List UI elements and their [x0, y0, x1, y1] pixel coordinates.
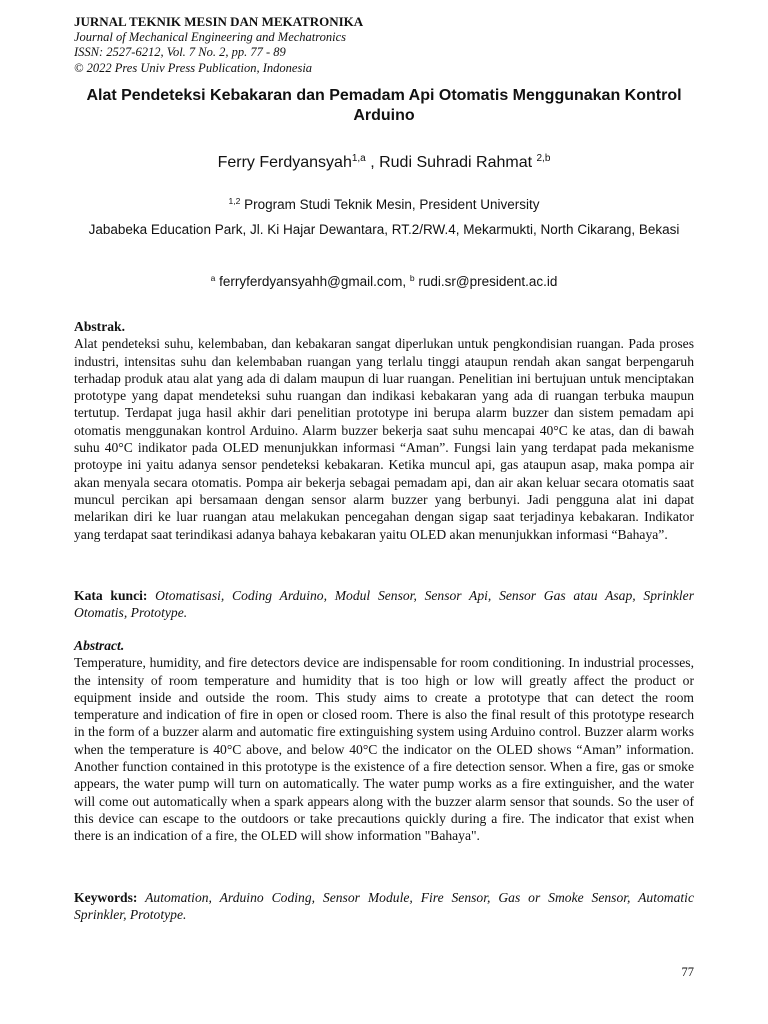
- author-1-sup: 1,a: [351, 153, 366, 164]
- kata-kunci: [74, 587, 694, 622]
- abstract-body: Temperature, humidity, and fire detectors device are indispensable for room conditioning. In industrial processes, the intensity of room temperature and humidity that is too high or low will greatly affect the product or equipment inside and outside the room. This study aims to create a prototype that can detect the room temperature and indication of fire in open or closed room. There is also the final result of this prototype research in the form of a buzzer alarm and automatic fire extinguishing system using Arduino control. Buzzer alarm works when the temperature is 40°C above, and below 40°C the indicator on the OLED shows “Aman” information. Another function contained in this prototype is the existence of a fire detection sensor. When a fire, gas or smoke appears, the water pump will turn on automatically. The water pump works as a fire extinguisher, and the water will come out automatically when a spark appears along with the buzzer alarm sensor that sounds. So the user of this device can escape to the outdoors or take precautions quickly during a fire. The indicator that exist when there is an indication of a fire, the OLED will show information "Bahaya".: [74, 655, 694, 844]
- journal-english-name: Journal of Mechanical Engineering and Mechatronics: [74, 29, 347, 44]
- abstract-section: [74, 637, 694, 845]
- abstrak-body: Alat pendeteksi suhu, kelembaban, dan kebakaran sangat diperlukan untuk pengkondisian ruangan. Pada proses industri, intensitas suhu dan kelembaban ruangan yang terlalu tinggi ataupun rendah akan sangat berpengaruh terhadap produk atau alat yang ada di dalam maupun di luar ruangan. Penelitian ini bertujuan untuk menciptakan prototype yang dapat mendeteksi suhu ruangan dan indikasi kebakaran yang ada di ruangan terbuka maupun tertutup. Terdapat juga hasil akhir dari penelitian prototype ini berupa alarm buzzer dan sistem pemadam api otomatis menggunakan kontrol Arduino. Alarm buzzer bekerja saat suhu mencapai 40°C ke atas, dan di bawah suhu 40°C indikator pada OLED menunjukkan informasi “Aman”. Fungsi lain yang terdapat pada mekanisme protoype ini yaitu adanya sensor pendeteksi kebakaran. Ketika muncul api, gas ataupun asap, maka pompa air akan menyala secara otomatis. Pompa air bekerja sebagai pemadam api, dan air akan keluar secara otomatis saat muncul percikan api bersamaan dengan sensor alarm buzzer yang berbunyi. Jadi pengguna alat ini dapat melarikan diri ke luar ruangan atau melakukan pencegahan dengan sigap saat terjadinya kebakaran. Indikator yang terdapat saat terindikasi adanya bahaya kebakaran yaitu OLED akan menunjukkan informasi “Bahaya”.: [74, 336, 694, 542]
- copyright-line: © 2022 Pres Univ Press Publication, Indonesia: [74, 60, 313, 75]
- abstract-heading: Abstract.: [74, 638, 125, 653]
- keywords-value: Automation, Arduino Coding, Sensor Module, Fire Sensor, Gas or Smoke Sensor, Automatic Sprinkler, Prototype.: [74, 890, 694, 923]
- abstrak-heading: Abstrak.: [74, 319, 125, 334]
- author-2: , Rudi Suhradi Rahmat: [365, 154, 537, 171]
- paper-title: Alat Pendeteksi Kebakaran dan Pemadam Api Otomatis Menggunakan Kontrol Arduino: [86, 87, 682, 124]
- issn-line: ISSN: 2527-6212, Vol. 7 No. 2, pp. 77 - 89: [74, 45, 286, 59]
- abstrak-section: [74, 318, 694, 543]
- affiliation-sup: 1,2: [228, 196, 241, 206]
- email-line: [74, 269, 694, 291]
- page-number: 77: [681, 965, 694, 979]
- email-sup-b: b: [409, 273, 415, 283]
- author-1: Ferry Ferdyansyah: [217, 154, 352, 171]
- affiliation: [74, 192, 694, 214]
- author-line: [0, 153, 768, 172]
- keywords-label: Keywords:: [74, 890, 138, 905]
- kata-kunci-label: Kata kunci:: [74, 588, 148, 603]
- address: Jababeka Education Park, Jl. Ki Hajar Dewantara, RT.2/RW.4, Mekarmukti, North Cikarang, Bekasi: [88, 222, 680, 237]
- journal-header: [74, 14, 363, 76]
- email-b: rudi.sr@president.ac.id: [414, 274, 558, 289]
- journal-name: JURNAL TEKNIK MESIN DAN MEKATRONIKA: [74, 14, 364, 29]
- keywords: [74, 889, 694, 924]
- author-2-sup: 2,b: [536, 153, 551, 164]
- affiliation-text: Program Studi Teknik Mesin, President University: [240, 197, 540, 212]
- email-a: ferryferdyansyahh@gmail.com,: [215, 274, 410, 289]
- kata-kunci-value: Otomatisasi, Coding Arduino, Modul Sensor, Sensor Api, Sensor Gas atau Asap, Sprinkler Otomatis, Prototype.: [74, 588, 694, 621]
- email-sup-a: a: [210, 273, 216, 283]
